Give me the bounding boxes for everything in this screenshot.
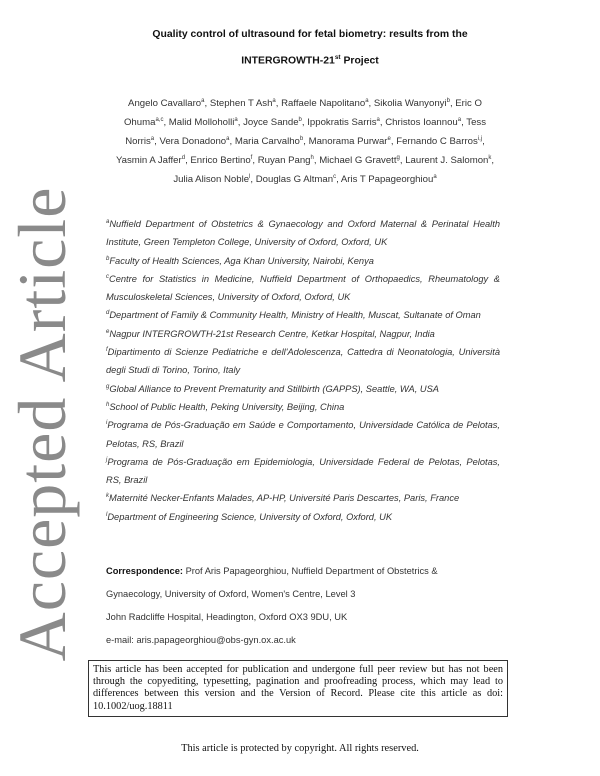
author-name: Ippokratis Sarris: [307, 117, 377, 128]
author-affiliation-mark: k: [488, 154, 492, 161]
affiliation-text: School of Public Health, Peking University, Beijing, China: [109, 401, 345, 412]
title-project-name: INTERGROWTH-21: [241, 55, 335, 67]
affiliation-item: [106, 380, 500, 398]
affiliation-item: [106, 508, 500, 526]
affiliation-text: Nagpur INTERGROWTH-21st Research Centre, Ketkar Hospital, Nagpur, India: [109, 328, 435, 339]
affiliation-item: [106, 343, 500, 380]
author-name: Julia Alison Noble: [173, 174, 250, 185]
author-affiliation-mark: a: [226, 135, 230, 142]
author-affiliation-mark: a: [201, 97, 205, 104]
affiliation-item: [106, 325, 500, 343]
author-affiliation-mark: f: [250, 154, 253, 161]
author-name: Aris T Papageorghiou: [340, 174, 434, 185]
affiliation-text: Department of Engineering Science, University of Oxford, Oxford, UK: [107, 511, 393, 522]
affiliation-letter: d: [106, 310, 110, 317]
title-project-suffix: Project: [340, 55, 379, 67]
author-name: Laurent J. Salomon: [405, 155, 489, 166]
author-name: Maria Carvalho: [234, 136, 300, 147]
author-affiliation-mark: b: [298, 116, 302, 123]
author-name: Eric O Ohuma: [123, 98, 482, 128]
author-affiliation-mark: b: [299, 135, 304, 142]
author-name: Raffaele Napolitano: [281, 98, 366, 109]
author-affiliation-mark: h: [310, 154, 314, 161]
affiliation-letter: k: [106, 493, 109, 500]
author-affiliation-mark: c: [333, 173, 337, 180]
affiliation-list: [106, 215, 500, 526]
author-affiliation-mark: b: [446, 97, 450, 104]
author-name: Angelo Cavallaro: [128, 98, 202, 109]
affiliation-text: Nuffield Department of Obstetrics & Gynaecology and Oxford Maternal & Perinatal Health Institute, Green Templeton College, University of Oxford, Oxford, UK: [106, 219, 500, 248]
affiliation-item: [106, 215, 500, 252]
paper-title-line2: [110, 54, 510, 66]
author-name: Malid Molloholli: [168, 117, 235, 128]
affiliation-item: [106, 453, 500, 490]
affiliation-text: Faculty of Health Sciences, Aga Khan University, Nairobi, Kenya: [109, 255, 374, 266]
author-name: Fernando C Barros: [396, 136, 478, 147]
affiliation-text: Department of Family & Community Health, Ministry of Health, Muscat, Sultanate of Oman: [109, 310, 481, 321]
affiliation-text: Centre for Statistics in Medicine, Nuffield Department of Orthopaedics, Rheumatology & Musculoskeletal Sciences, University of Oxford, Oxford, UK: [106, 273, 500, 303]
affiliation-item: [106, 489, 500, 507]
affiliation-letter: l: [106, 511, 108, 518]
correspondence-line3: John Radcliffe Hospital, Headington, Oxford OX3 9DU, UK: [106, 612, 348, 622]
author-name: Manorama Purwar: [308, 136, 388, 147]
affiliation-letter: f: [106, 346, 108, 353]
affiliation-letter: e: [106, 328, 110, 335]
correspondence-name: Prof Aris Papageorghiou, Nuffield Department of Obstetrics &: [182, 566, 438, 576]
author-affiliation-mark: a: [150, 135, 155, 142]
author-name: Yasmin A Jaffer: [115, 155, 182, 166]
correspondence-block: [106, 560, 500, 652]
copyright-footer: This article is protected by copyright. All rights reserved.: [181, 743, 419, 754]
correspondence-email[interactable]: e-mail: aris.papageorghiou@obs-gyn.ox.ac.uk: [106, 635, 296, 645]
affiliation-letter: g: [106, 383, 110, 390]
author-affiliation-mark: l: [249, 173, 251, 180]
author-name: Tess Norris: [125, 117, 487, 147]
author-name: Enrico Bertino: [190, 155, 251, 166]
acceptance-notice-box: This article has been accepted for publication and undergone full peer review but has not been through the copyediting, typesetting, pagination and proofreading process, which may lead to differences between this version and the Version of Record. Please cite this article as doi: 10.1002/uog.18811: [88, 660, 508, 717]
affiliation-text: Global Alliance to Prevent Prematurity and Stillbirth (GAPPS), Seattle, WA, USA: [109, 383, 440, 394]
author-affiliation-mark: a: [457, 116, 462, 123]
title-superscript: st: [334, 54, 341, 61]
author-name: Douglas G Altman: [255, 174, 334, 185]
author-affiliation-mark: a: [365, 97, 369, 104]
affiliation-item: [106, 252, 500, 270]
affiliation-text: Programa de Pós-Graduação em Epidemiologia, Universidade Federal de Pelotas, Pelotas, RS, Brazil: [106, 456, 500, 486]
author-name: Michael G Gravett: [319, 155, 397, 166]
author-affiliation-mark: a: [234, 116, 238, 123]
affiliation-text: Maternité Necker-Enfants Malades, AP-HP, Université Paris Descartes, Paris, France: [109, 493, 460, 504]
author-affiliation-mark: e: [387, 135, 391, 142]
affiliation-item: [106, 270, 500, 307]
affiliation-item: [106, 398, 500, 416]
author-name: Sikolia Wanyonyi: [373, 98, 447, 109]
correspondence-line2: Gynaecology, University of Oxford, Women's Centre, Level 3: [106, 589, 356, 599]
author-name: Vera Donadono: [159, 136, 227, 147]
author-affiliation-mark: a: [376, 116, 380, 123]
author-name: Joyce Sande: [243, 117, 299, 128]
affiliation-text: Dipartimento di Scienze Pediatriche e dell'Adolescenza, Cattedra di Neonatologia, Università degli Studi di Torino, Torino, Italy: [106, 347, 500, 376]
affiliation-letter: c: [106, 273, 109, 280]
author-affiliation-mark: d: [181, 154, 186, 161]
author-name: Christos Ioannou: [385, 117, 458, 128]
correspondence-label: Correspondence:: [106, 566, 183, 576]
affiliation-letter: i: [106, 420, 108, 427]
correspondence-line1: [106, 560, 500, 583]
author-list: Angelo Cavallaro$^a$, Stephen T Ash$^a$, Raffaele Napolitano$^a$, Sikolia Wanyonyi$^b$, Eric O Ohuma$^{a,c}$, Malid Molloholli$^a$, Joyce Sande$^b$, Ippokratis Sarris$^a$, Christos Ioannou$^a$, Tess Norris$^a$, Vera Donadono$^a$, Maria Carvalho$^b$, Manorama Purwar$^e$, Fernando C Barros$^{i,j}$, Yasmin A Jaffer$^d$, Enrico Bertino$^f$, Ruyan Pang$^h$, Michael G Gravett$^g$, Laurent J. Salomon$^k$, Julia Alison Noble$^l$, Douglas G Altman$^c$, Aris T Papageorghiou$^a$: [115, 97, 495, 185]
author-name: Ruyan Pang: [257, 155, 311, 166]
affiliation-letter: b: [106, 255, 110, 262]
author-affiliation-mark: a,c: [155, 116, 164, 123]
affiliation-item: [106, 416, 500, 453]
affiliation-letter: h: [106, 401, 110, 408]
affiliation-item: [106, 306, 500, 324]
affiliation-text: Programa de Pós-Graduação em Saúde e Comportamento, Universidade Católica de Pelotas, Pelotas, RS, Brazil: [106, 420, 500, 449]
paper-title-line1: Quality control of ultrasound for fetal biometry: results from the: [152, 29, 468, 40]
author-name: Stephen T Ash: [209, 98, 273, 109]
author-affiliation-mark: a: [433, 173, 437, 180]
author-affiliation-mark: a: [272, 97, 276, 104]
author-affiliation-mark: i,j: [477, 135, 483, 142]
accepted-article-watermark: Accepted Article: [4, 186, 80, 662]
affiliation-letter: a: [106, 218, 110, 225]
author-affiliation-mark: g: [396, 154, 400, 161]
affiliation-letter: j: [106, 456, 108, 463]
